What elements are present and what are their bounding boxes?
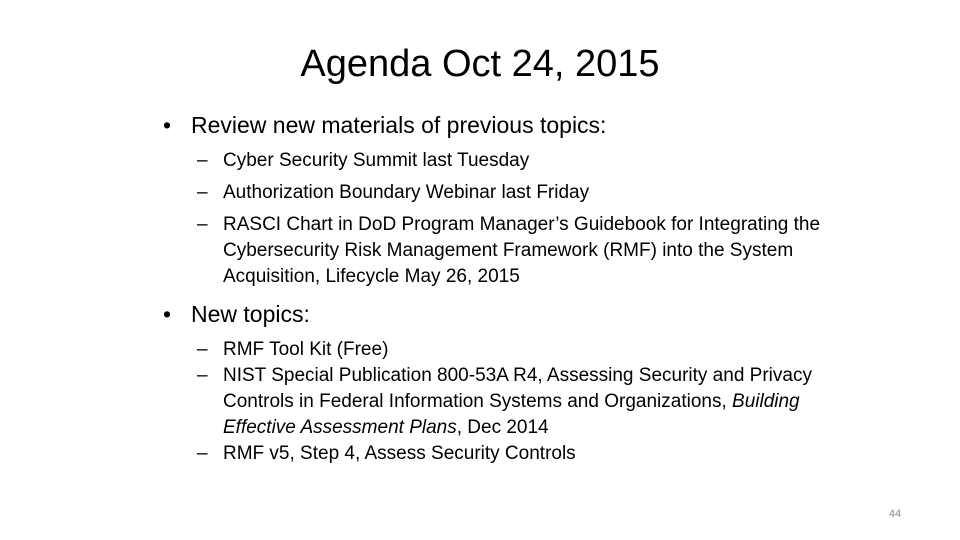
sub-item-cyber-summit <box>163 148 863 174</box>
sub-item-text: Authorization Boundary Webinar last Friday <box>223 182 590 203</box>
bullet-text: Review new materials of previous topics: <box>191 112 607 138</box>
sub-item-text-before: NIST Special Publication 800-53A R4, Assessing Security and Privacy Controls in Federal Information Systems and Organizations, <box>223 365 812 412</box>
sub-item-text: RMF Tool Kit (Free) <box>223 339 389 360</box>
sub-dash: – <box>197 214 208 235</box>
sub-dash: – <box>197 443 208 464</box>
sub-dash: – <box>197 365 208 386</box>
sub-dash: – <box>197 182 208 203</box>
sub-item-rmf-toolkit <box>163 337 863 363</box>
sub-dash: – <box>197 339 208 360</box>
sub-item-text: RMF v5, Step 4, Assess Security Controls <box>223 443 576 464</box>
bullet-dot: • <box>163 301 172 327</box>
sub-item-rmf-step4 <box>163 441 863 467</box>
slide-body <box>163 110 863 467</box>
page-number: 44 <box>888 508 902 520</box>
sub-item-text: RASCI Chart in DoD Program Manager’s Guidebook for Integrating the Cybersecurity Risk Management Framework (RMF) into the System Acquisition, Lifecycle May 26, 2015 <box>223 214 821 287</box>
sub-item-nist-800-53a <box>163 363 863 441</box>
sub-item-text-after: , Dec 2014 <box>456 417 549 438</box>
sub-item-authorization-webinar <box>163 180 863 206</box>
sub-item-text: Cyber Security Summit last Tuesday <box>223 150 530 171</box>
sub-dash: – <box>197 150 208 171</box>
bullet-new-topics <box>163 299 863 329</box>
sub-item-rasci-chart <box>163 212 863 290</box>
bullet-text: New topics: <box>191 301 310 327</box>
sub-item-text-italic: Building Effective Assessment Plans <box>223 391 800 438</box>
bullet-review-materials <box>163 110 863 140</box>
bullet-dot: • <box>163 112 172 138</box>
slide-title: Agenda Oct 24, 2015 <box>300 43 660 85</box>
